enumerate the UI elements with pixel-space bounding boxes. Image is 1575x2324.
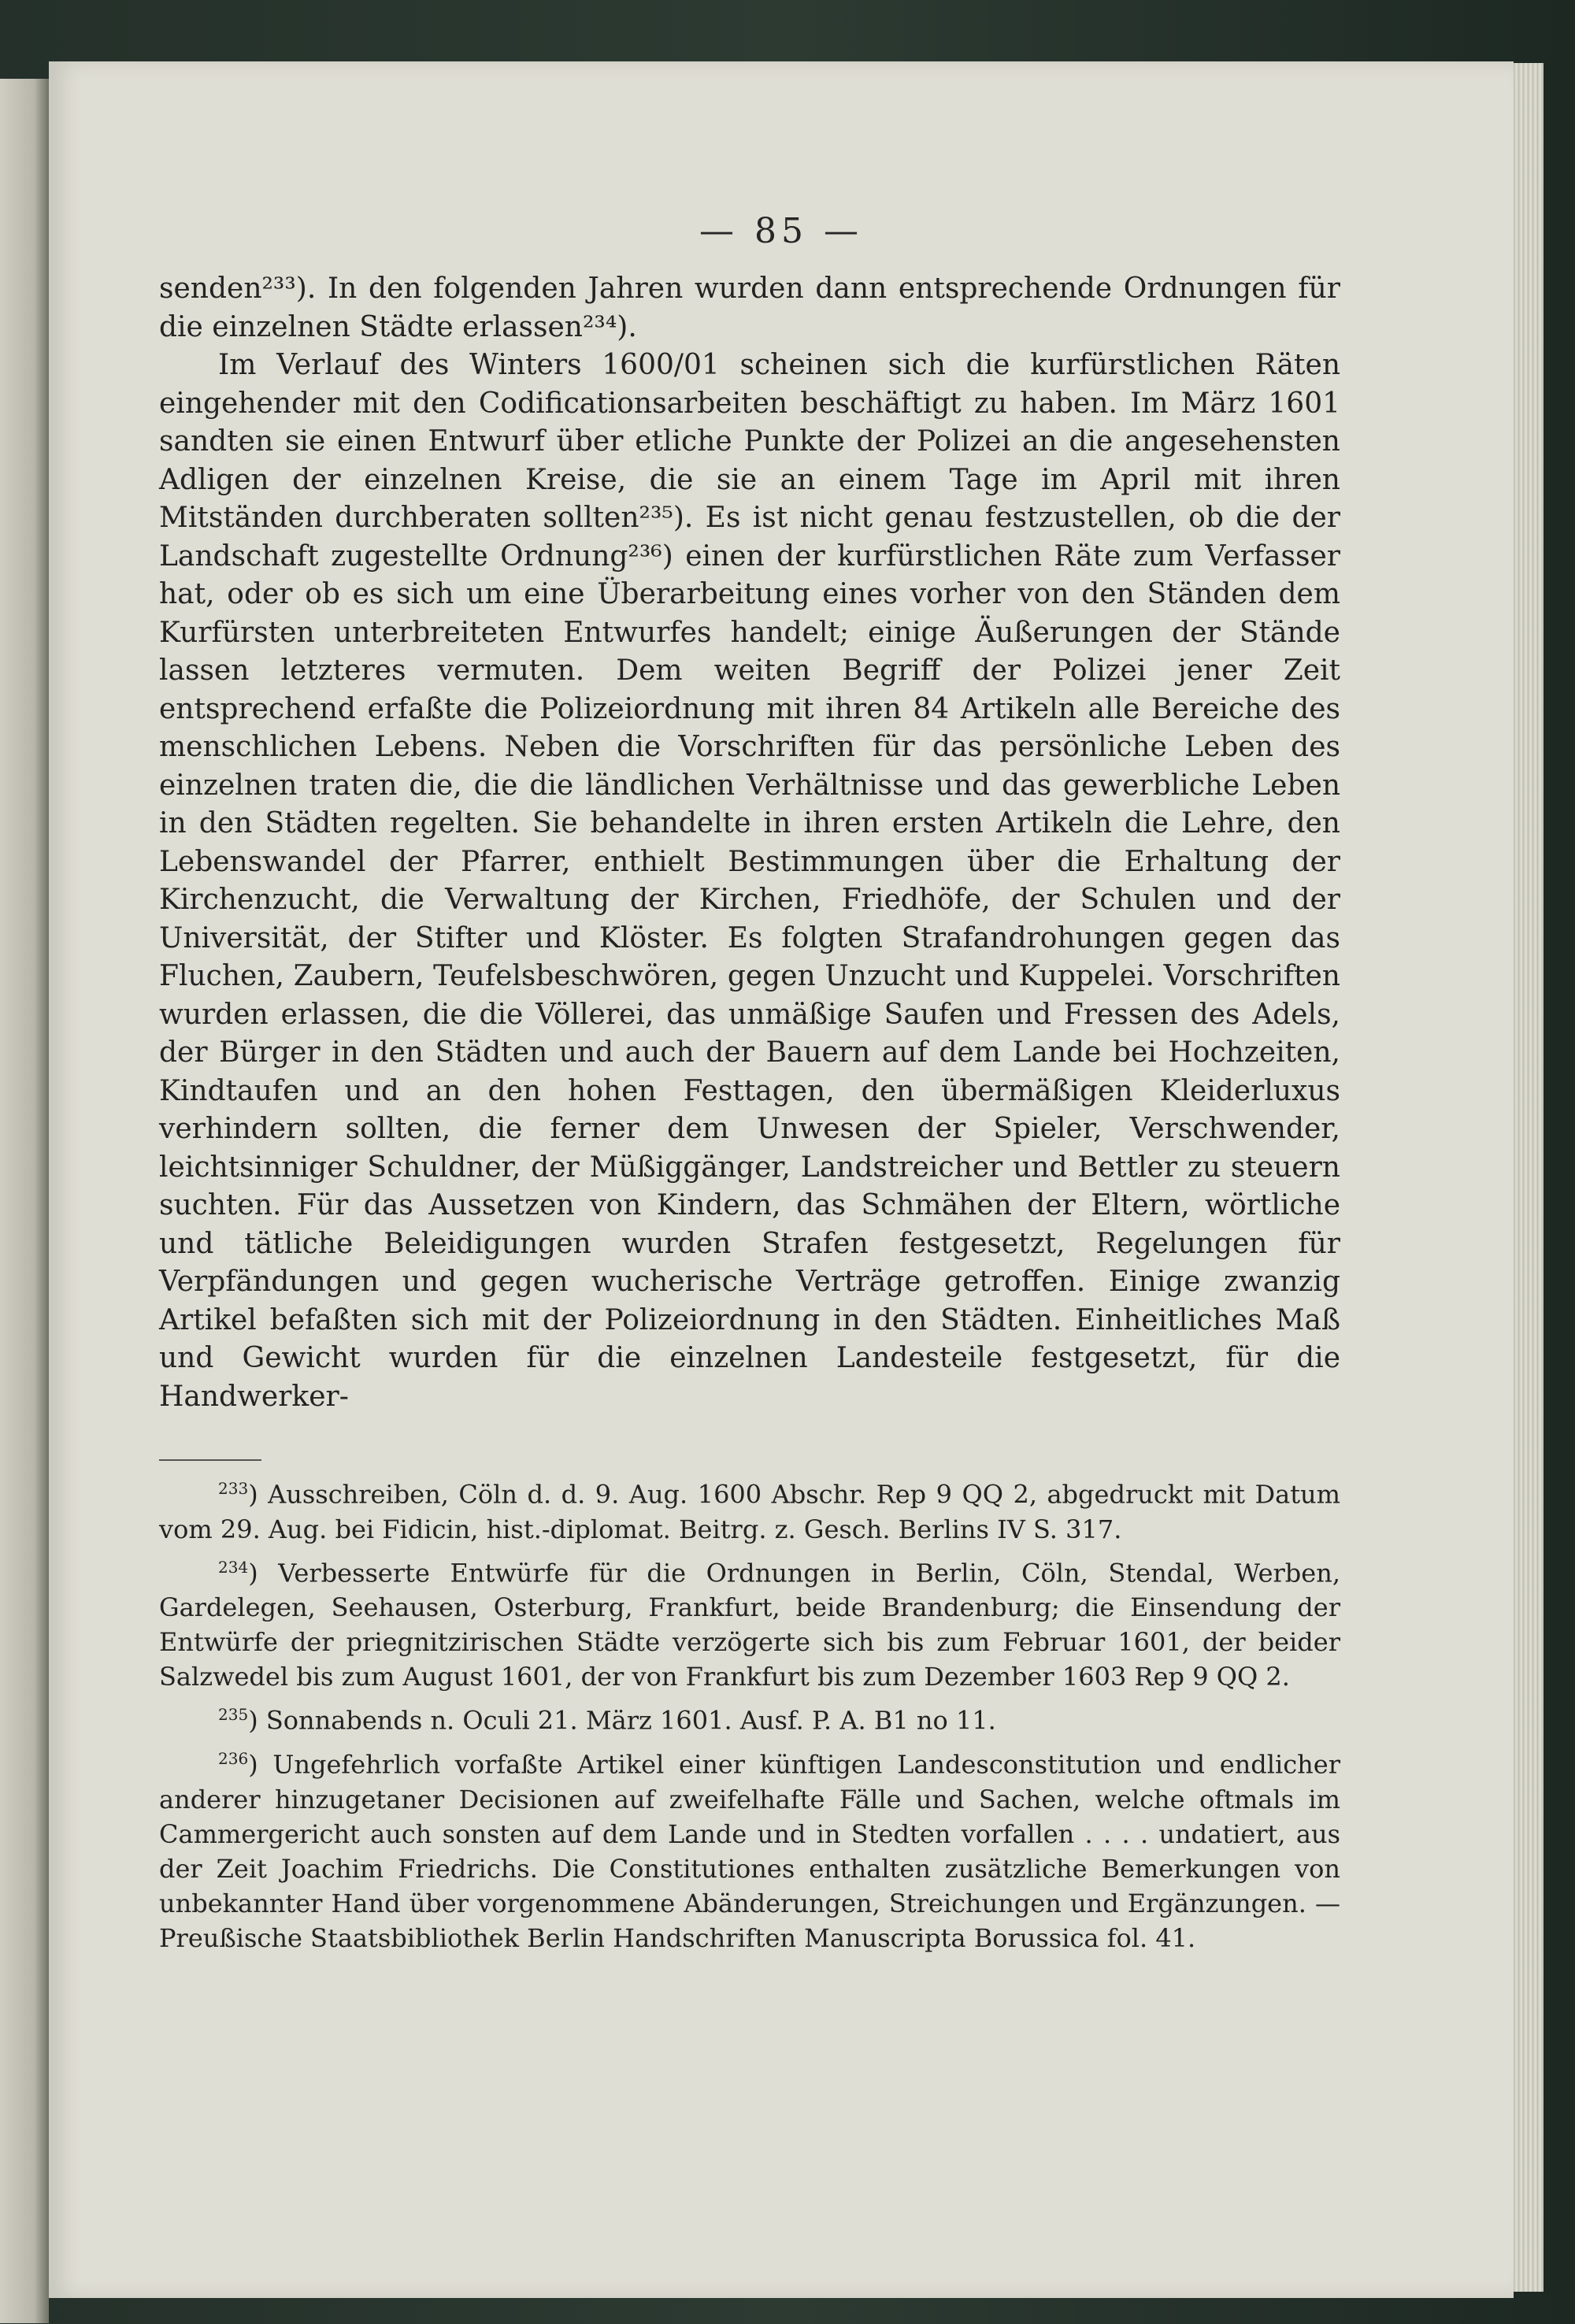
footnote-236 (159, 1741, 1340, 1955)
footnotes (159, 1471, 1340, 1959)
footnote-mark: 233 (218, 1479, 249, 1498)
footnote-text: ) Sonnabends n. Oculi 21. März 1601. Ausf. P. A. B1 no 11. (248, 1705, 996, 1736)
footnote-separator (159, 1459, 261, 1461)
paragraph: Im Verlauf des Winters 1600/01 scheinen sich die kurfürstlichen Räten eingehender mit den Codificationsarbeiten beschäftigt zu haben. Im März 1601 sandten sie einen Entwurf über etliche Punkte der Polizei an die angesehensten Adligen der einzelnen Kreise, die sie an einem Tage im April mit ihren Mitständen durchberaten sollten²³⁵). Es ist nicht genau festzustellen, ob die der Landschaft zugestellte Ordnung²³⁶) einen der kurfürstlichen Räte zum Verfasser hat, oder ob es sich um eine Überarbeitung eines vorher von den Ständen dem Kurfürsten unterbreiteten Entwurfes handelt; einige Äußerungen der Stände lassen letzteres vermuten. Dem weiten Begriff der Polizei jener Zeit entsprechend erfaßte die Polizeiordnung mit ihren 84 Artikeln alle Bereiche des menschlichen Lebens. Neben die Vorschriften für das persönliche Leben des einzelnen traten die, die die ländlichen Verhältnisse und das gewerbliche Leben in den Städten regelten. Sie behandelte in ihren ersten Artikeln die Lehre, den Lebenswandel der Pfarrer, enthielt Bestimmungen über die Erhaltung der Kirchenzucht, die Verwaltung der Kirchen, Friedhöfe, der Schulen und der Universität, der Stifter und Klöster. Es folgten Strafandrohungen gegen das Fluchen, Zaubern, Teufelsbeschwören, gegen Unzucht und Kuppelei. Vorschriften wurden erlassen, die die Völlerei, das unmäßige Saufen und Fressen des Adels, der Bürger in den Städten und auch der Bauern auf dem Lande bei Hochzeiten, Kindtaufen und an den hohen Festtagen, den übermäßigen Kleiderluxus verhindern sollten, die ferner dem Unwesen der Spieler, Verschwender, leichtsinniger Schuldner, der Müßiggänger, Landstreicher und Bettler zu steuern suchten. Für das Aussetzen von Kindern, das Schmähen der Eltern, wörtliche und tätliche Beleidigungen wurden Strafen festgesetzt, Regelungen für Verpfändungen und gegen wucherische Verträge getroffen. Einige zwanzig Artikel befaßten sich mit der Polizeiordnung in den Städten. Einheitliches Maß und Gewicht wurden für die einzelnen Landesteile festgesetzt, für die Handwerker- (159, 349, 1340, 1413)
footnote-text: ) Ungefehrlich vorfaßte Artikel einer künftigen Landesconstitution und endlicher anderer hinzugetaner Decisionen auf zweifelhafte Fälle und Sachen, welche oftmals im Cammergericht auch sonsten auf dem Lande und in Stedten vorfallen . . . . undatiert, aus der Zeit Joachim Friedrichs. Die Constitutiones enthalten zusätzliche Bemerkungen von unbekannter Hand über vorgenommene Abänderungen, Streichungen und Ergänzungen. — Preußische Staatsbibliothek Berlin Handschriften Manuscripta Borussica fol. 41. (159, 1749, 1340, 1953)
page-number: — 85 — (699, 211, 863, 251)
footnote-235 (159, 1697, 1340, 1738)
footnote-mark: 236 (218, 1748, 249, 1768)
facing-page-edge (0, 79, 49, 2323)
paragraph-continued: senden²³³). In den folgenden Jahren wurden dann entsprechende Ordnungen für die einzelnen Städte erlassen²³⁴). (159, 272, 1340, 343)
footnote-233 (159, 1471, 1340, 1547)
footnote-text: ) Verbesserte Entwürfe für die Ordnungen in Berlin, Cöln, Stendal, Werben, Gardelegen, Seehausen, Osterburg, Frankfurt, beide Brandenburg; die Einsendung der Entwürfe der priegnitzirischen Städte verzögerte sich bis zum Februar 1601, der beider Salzwedel bis zum August 1601, der von Frankfurt bis zum Dezember 1603 Rep 9 QQ 2. (159, 1558, 1340, 1692)
footnote-mark: 235 (218, 1705, 249, 1725)
main-text (159, 270, 1340, 1416)
footnote-mark: 234 (218, 1557, 249, 1577)
footnote-234 (159, 1550, 1340, 1695)
footnote-text: ) Ausschreiben, Cöln d. d. 9. Aug. 1600 Abschr. Rep 9 QQ 2, abgedruckt mit Datum vom 29. Aug. bei Fidicin, hist.-diplomat. Beitrg. z. Gesch. Berlins IV S. 317. (159, 1479, 1340, 1544)
book-page (49, 61, 1514, 2298)
